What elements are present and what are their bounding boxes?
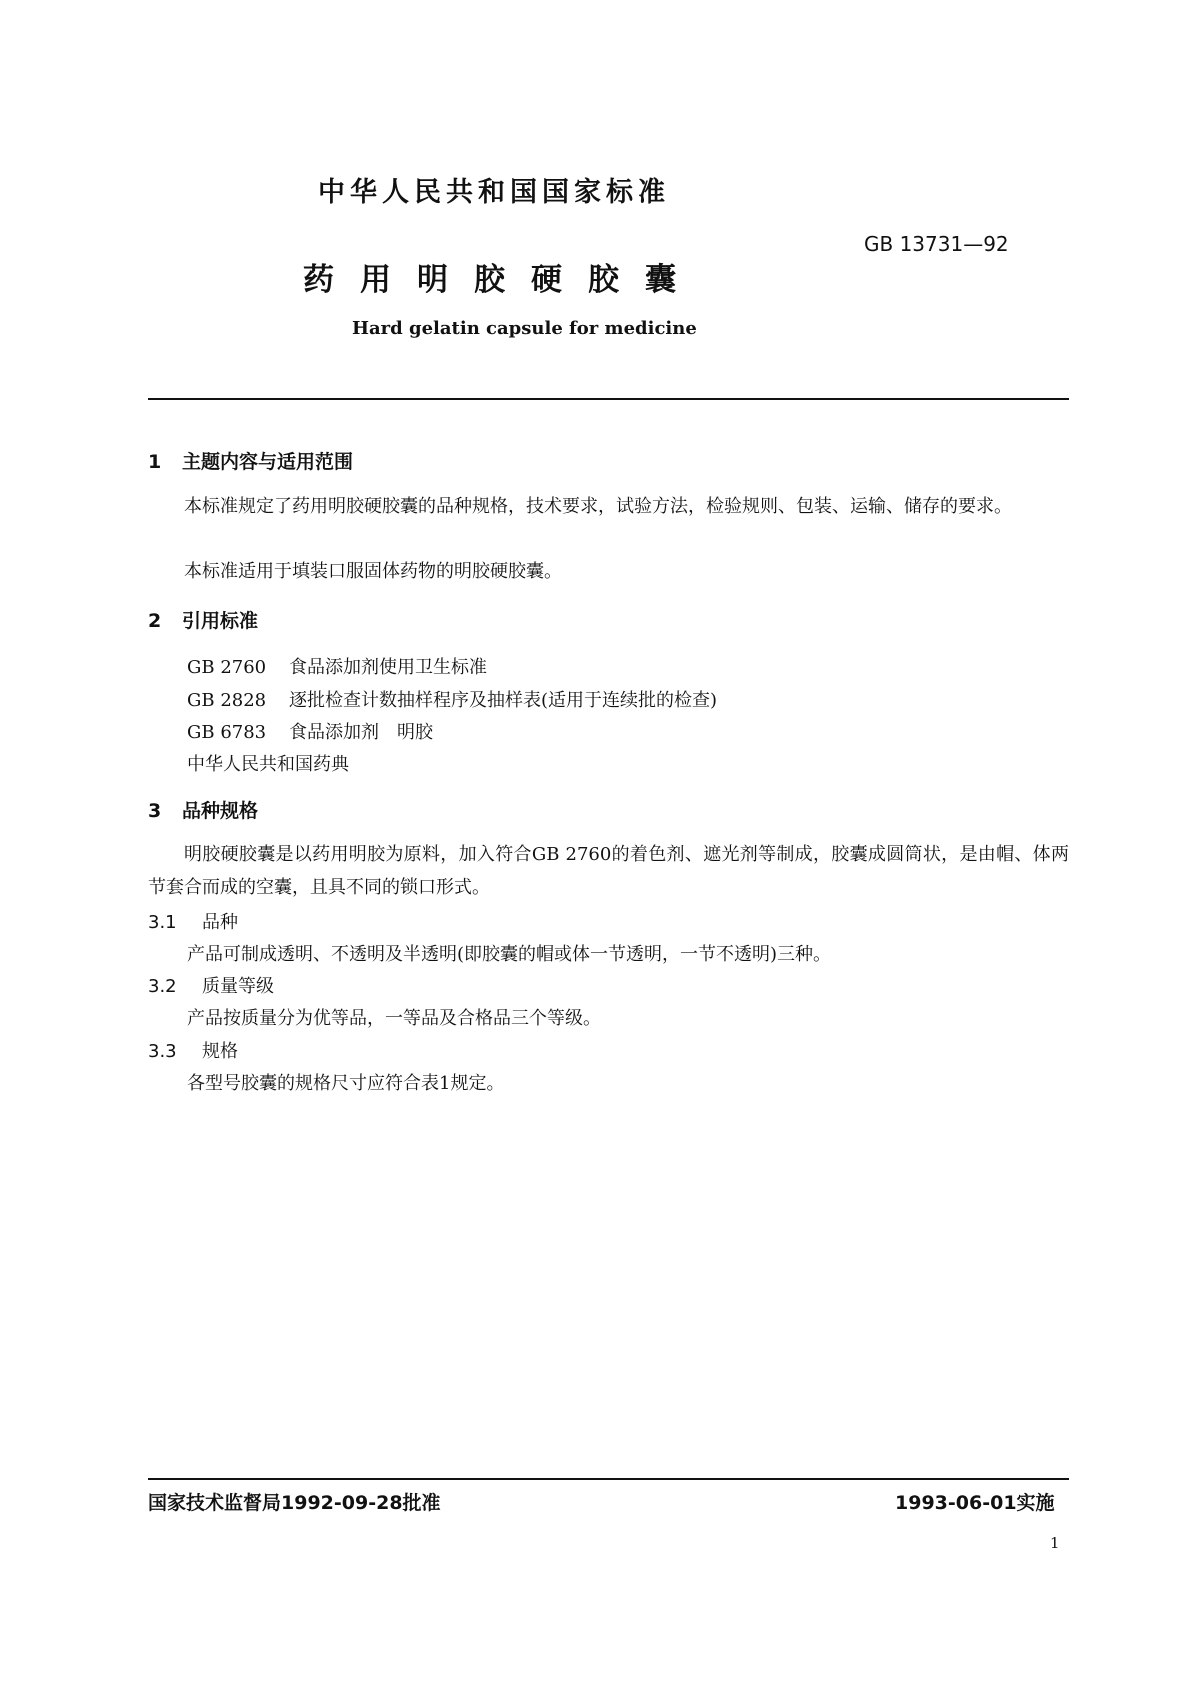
reference-title: 逐批检查计数抽样程序及抽样表(适用于连续批的检查) [289, 690, 718, 711]
header-divider [148, 398, 1069, 400]
subsection-3-2-heading [148, 972, 274, 998]
section-number: 2 [148, 610, 162, 632]
reference-code: GB 2828 [187, 690, 267, 711]
subsection-title: 规格 [202, 1041, 238, 1062]
header-title: 中华人民共和国国家标准 [318, 177, 670, 208]
section-title: 主题内容与适用范围 [182, 451, 354, 473]
page-number: 1 [1050, 1534, 1060, 1552]
subsection-3-1-heading [148, 908, 238, 934]
subsection-number: 3.1 [148, 912, 177, 933]
reference-code: GB 6783 [187, 722, 267, 743]
subsection-title: 质量等级 [202, 976, 274, 997]
document-title: 药用明胶硬胶囊 [303, 262, 702, 298]
reference-code: GB 2760 [187, 657, 267, 678]
section-title: 引用标准 [182, 610, 259, 632]
subsection-3-1-text: 产品可制成透明、不透明及半透明(即胶囊的帽或体一节透明，一节不透明)三种。 [187, 944, 832, 965]
section-number: 3 [148, 800, 162, 822]
standard-number: GB 13731—92 [864, 232, 1009, 256]
approval-date: 国家技术监督局1992-09-28批准 [148, 1492, 441, 1514]
section-3-paragraph: 明胶硬胶囊是以药用明胶为原料，加入符合GB 2760的着色剂、遮光剂等制成，胶囊成圆筒状，是由帽、体两节套合而成的空囊，且具不同的锁口形式。 [148, 844, 1069, 898]
document-title-english: Hard gelatin capsule for medicine [352, 318, 697, 339]
subsection-number: 3.2 [148, 976, 177, 997]
reference-pharmacopoeia: 中华人民共和国药典 [187, 754, 349, 775]
section-2-heading [148, 606, 258, 633]
effective-date: 1993-06-01实施 [895, 1492, 1055, 1514]
subsection-title: 品种 [202, 912, 238, 933]
section-3-heading [148, 796, 258, 823]
section-title: 品种规格 [182, 800, 259, 822]
section-1-paragraph-2: 本标准适用于填装口服固体药物的明胶硬胶囊。 [184, 561, 562, 582]
reference-title: 食品添加剂使用卫生标准 [289, 657, 487, 678]
subsection-number: 3.3 [148, 1041, 177, 1062]
subsection-3-3-heading [148, 1037, 238, 1063]
section-1-heading [148, 447, 353, 474]
subsection-3-3-text: 各型号胶囊的规格尺寸应符合表1规定。 [187, 1073, 505, 1094]
section-number: 1 [148, 451, 162, 473]
footer-divider [148, 1478, 1069, 1480]
reference-row [187, 686, 717, 712]
subsection-3-2-text: 产品按质量分为优等品，一等品及合格品三个等级。 [187, 1008, 601, 1029]
reference-title: 食品添加剂 明胶 [289, 722, 433, 743]
reference-row [187, 718, 433, 744]
reference-row [187, 653, 487, 679]
section-1-paragraph-1: 本标准规定了药用明胶硬胶囊的品种规格，技术要求，试验方法，检验规则、包装、运输、储存的要求。 [184, 496, 1012, 517]
